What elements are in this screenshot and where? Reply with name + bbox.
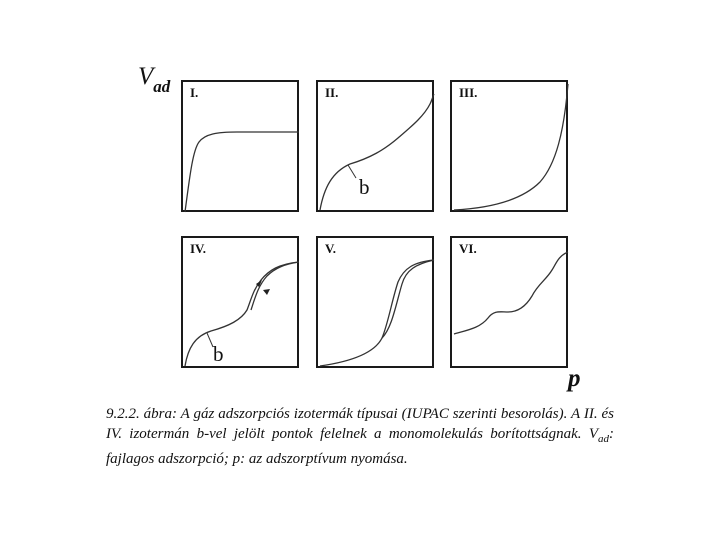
panel-type-v (316, 236, 434, 368)
panel-type-i (181, 80, 299, 212)
arrow-icon (263, 289, 270, 295)
isotherm-curve-i (183, 82, 301, 214)
b-pointer (348, 165, 356, 178)
isotherm-curve-vi (452, 238, 570, 370)
panel-label-vi: VI. (459, 241, 477, 256)
isotherm-curve-iii (452, 82, 570, 214)
panel-label-ii: II. (325, 85, 339, 100)
panel-label-iii: III. (459, 85, 478, 100)
panel-label-i: I. (190, 85, 199, 100)
panel-type-iii (450, 80, 568, 212)
panel-label-iv: IV. (190, 241, 207, 256)
y-axis-label: $V_{ad}$ (138, 63, 171, 96)
b-point-label-iv: b (213, 342, 224, 366)
isotherm-curve-ii (318, 82, 436, 214)
panel-type-vi (450, 236, 568, 368)
x-axis-label: p (568, 365, 581, 392)
figure-caption: 9.2.2. ábra: A gáz adszorpciós izotermák típusai (IUPAC szerinti besorolás). A II. és IV. izotermán b-vel jelölt pontok felelnek a monomolekulás borítottságnak. $V_{ad}$: fajlagos adszorpció; p: az adszorptívum nyomása. (106, 406, 614, 467)
isotherm-curve-v (318, 238, 436, 370)
panel-label-v: V. (325, 241, 336, 256)
panel-type-iv (181, 236, 299, 368)
panel-type-ii (316, 80, 434, 212)
b-point-label-ii: b (359, 175, 370, 199)
isotherm-curve-iv (183, 238, 301, 370)
